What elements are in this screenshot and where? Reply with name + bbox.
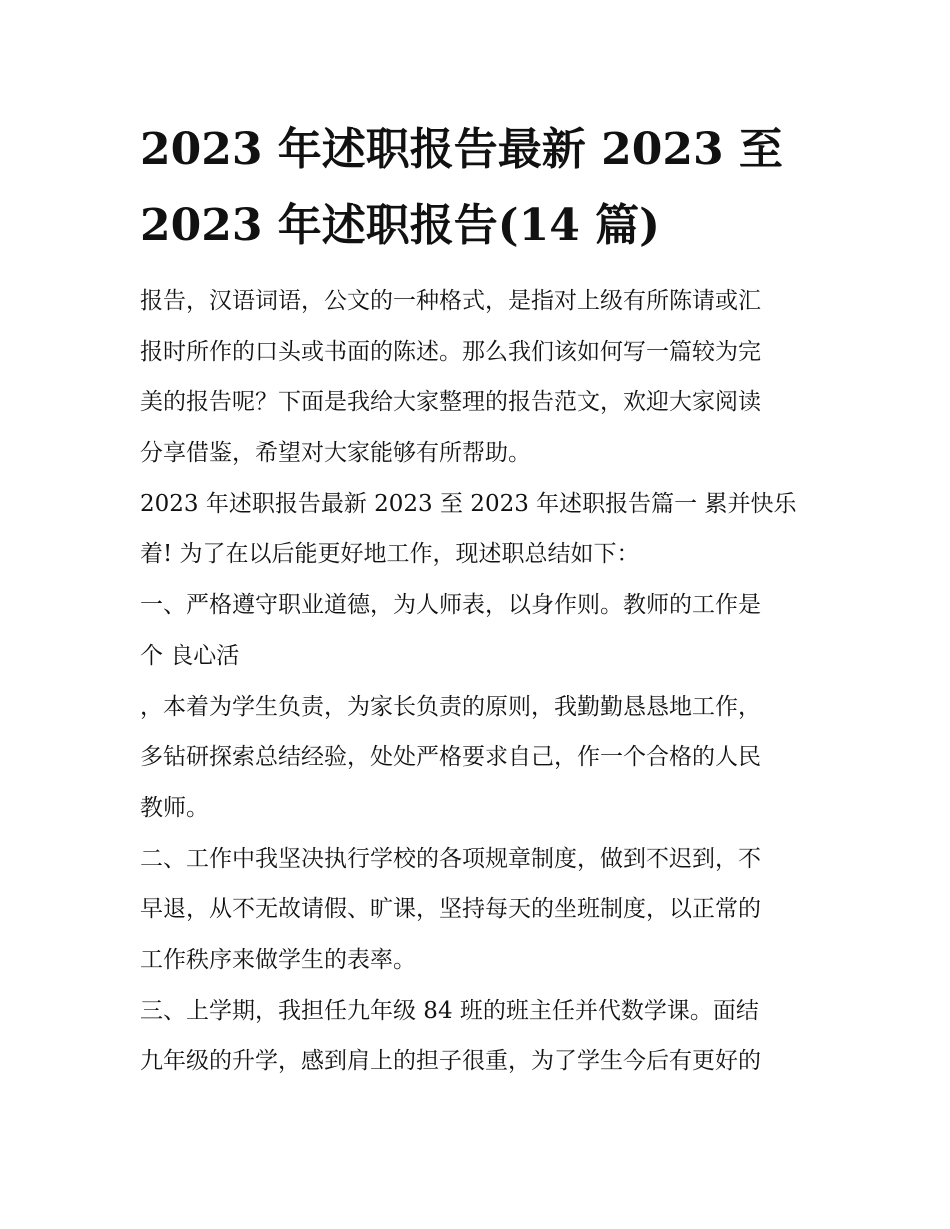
body-line: 三、上学期，我担任九年级 84 班的班主任并代数学课。面结	[140, 997, 759, 1024]
body-line: 着! 为了在以后能更好地工作，现述职总结如下：	[140, 541, 640, 568]
title-line: 2023 年述职报告(14 篇)	[140, 200, 660, 251]
document-title	[140, 112, 820, 264]
body-line: 九年级的升学，感到肩上的担子很重，为了学生今后有更好的	[140, 1048, 761, 1075]
body-line: 分享借鉴，希望对大家能够有所帮助。	[140, 440, 531, 467]
body-line: 教师。	[140, 794, 209, 821]
body-line: 早退，从不无故请假、旷课，坚持每天的坐班制度，以正常的	[140, 896, 761, 923]
body-line: 报时所作的口头或书面的陈述。那么我们该如何写一篇较为完	[140, 338, 761, 365]
body-line: 个 良心活	[140, 642, 240, 669]
body-line: 报告，汉语词语，公文的一种格式，是指对上级有所陈请或汇	[140, 288, 761, 314]
body-line: ，本着为学生负责，为家长负责的原则，我勤勤恳恳地工作，	[140, 693, 761, 720]
body-line: 2023 年述职报告最新 2023 至 2023 年述职报告篇一 累并快乐	[140, 490, 797, 517]
body-line: 多钻研探索总结经验，处处严格要求自己，作一个合格的人民	[140, 744, 761, 771]
body-line: 一、严格遵守职业道德，为人师表，以身作则。教师的工作是	[140, 592, 761, 619]
body-line: 二、工作中我坚决执行学校的各项规章制度，做到不迟到，不	[140, 845, 761, 872]
body-line: 美的报告呢？下面是我给大家整理的报告范文，欢迎大家阅读	[140, 389, 761, 416]
title-line: 2023 年述职报告最新 2023 至	[140, 124, 783, 175]
document-body	[140, 276, 820, 1087]
body-line: 工作秩序来做学生的表率。	[140, 946, 416, 973]
